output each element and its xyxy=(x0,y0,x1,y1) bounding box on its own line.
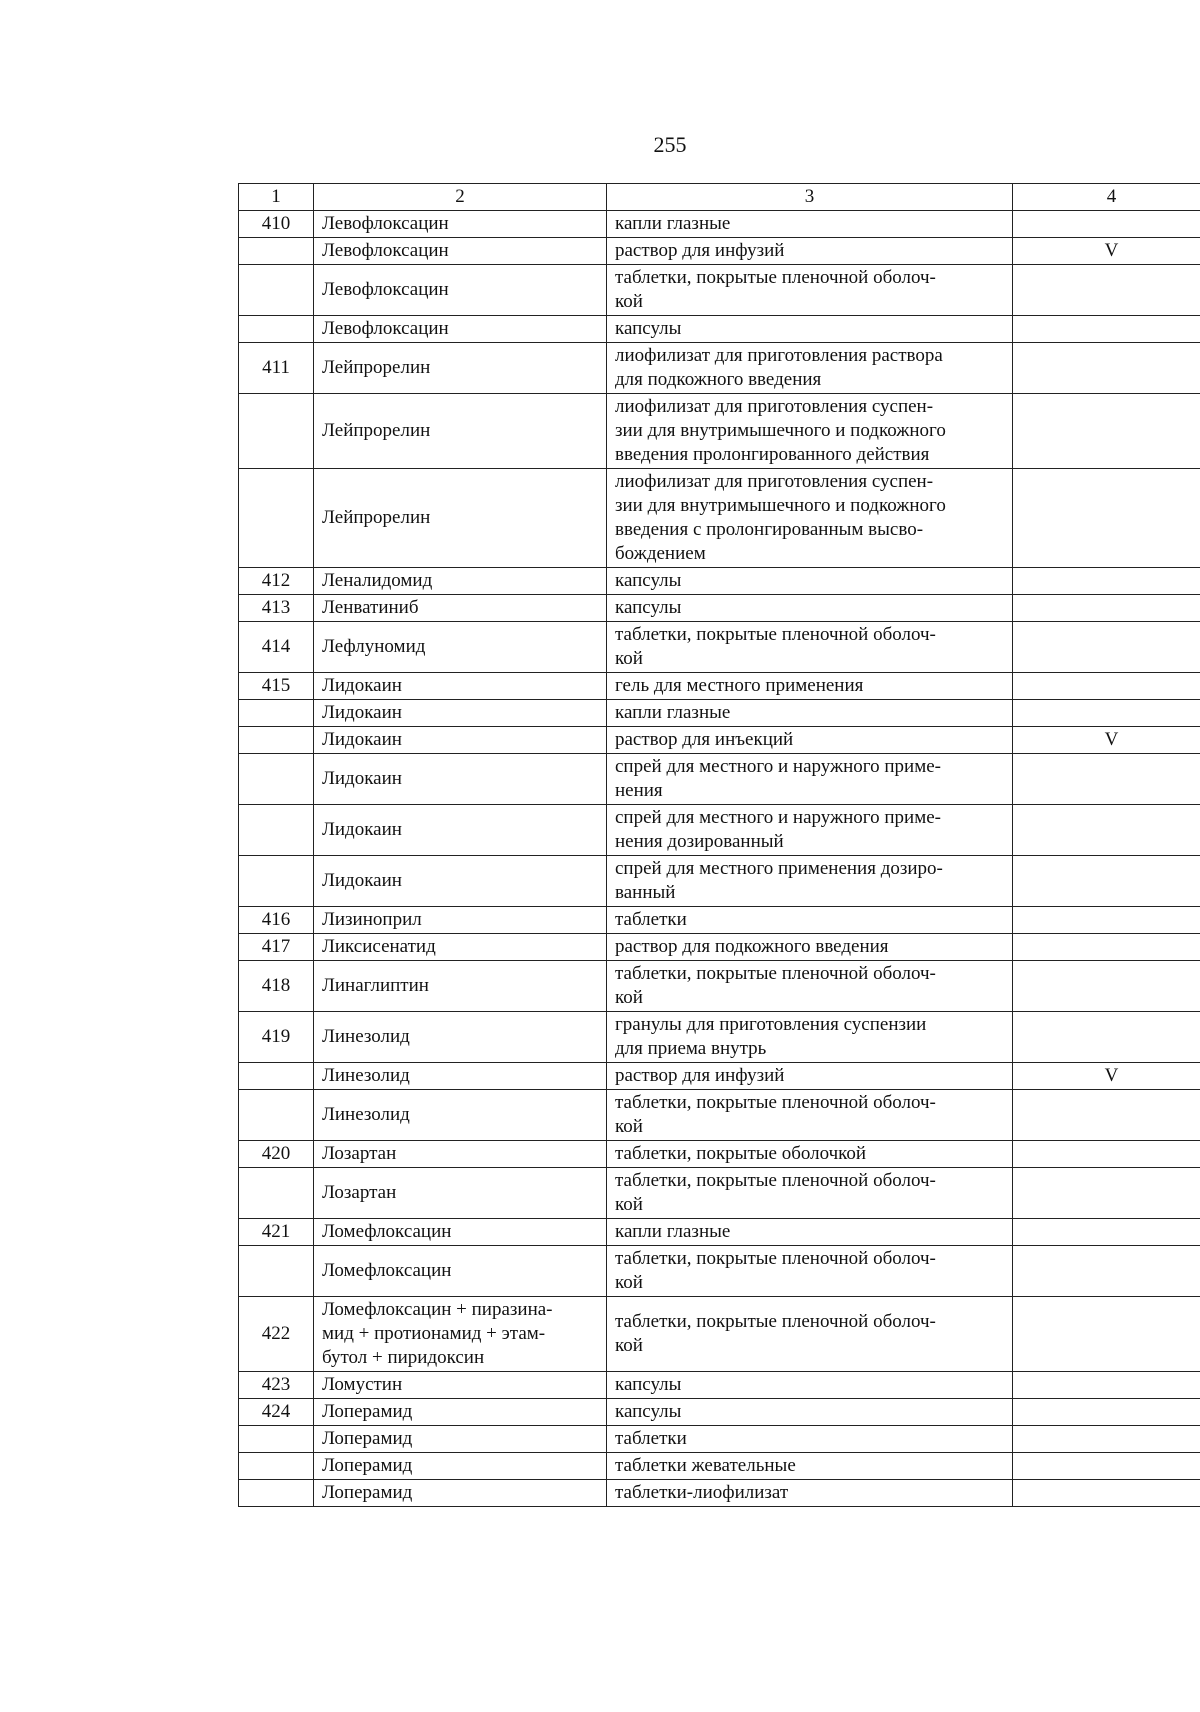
table-row xyxy=(239,805,1200,856)
dosage-form xyxy=(607,1297,1013,1372)
dosage-form xyxy=(607,1090,1013,1141)
table-row xyxy=(239,727,1200,754)
drug-name-line: Лефлуномид xyxy=(322,636,426,657)
dosage-form xyxy=(607,1141,1013,1168)
dosage-form-line: бождением xyxy=(615,543,706,564)
dosage-form xyxy=(607,700,1013,727)
dosage-form xyxy=(607,907,1013,934)
dosage-form-line: капсулы xyxy=(615,597,682,618)
dosage-form xyxy=(607,1012,1013,1063)
row-number xyxy=(239,700,314,727)
table-row xyxy=(239,1372,1200,1399)
table-row xyxy=(239,1453,1200,1480)
dosage-form xyxy=(607,856,1013,907)
table-row xyxy=(239,211,1200,238)
row-number: 422 xyxy=(239,1297,314,1372)
dosage-form xyxy=(607,316,1013,343)
mark-cell xyxy=(1013,1141,1200,1168)
dosage-form xyxy=(607,211,1013,238)
drug-name-line: Лидокаин xyxy=(322,729,402,750)
drug-name xyxy=(314,961,607,1012)
drug-name xyxy=(314,907,607,934)
header-col-2: 2 xyxy=(314,184,607,211)
dosage-form-line: зии для внутримышечного и подкожного xyxy=(615,420,946,441)
dosage-form-line: таблетки, покрытые оболочкой xyxy=(615,1143,867,1164)
row-number: 416 xyxy=(239,907,314,934)
drug-name-line: Лидокаин xyxy=(322,819,402,840)
drug-name xyxy=(314,394,607,469)
drug-name-line: Ломефлоксацин xyxy=(322,1260,452,1281)
drug-name xyxy=(314,1168,607,1219)
dosage-form-line: введения пролонгированного действия xyxy=(615,444,930,465)
drug-name-line: Лидокаин xyxy=(322,702,402,723)
dosage-form-line: кой xyxy=(615,1335,643,1356)
dosage-form-line: таблетки, покрытые пленочной оболоч- xyxy=(615,1248,936,1269)
drug-name xyxy=(314,1372,607,1399)
row-number xyxy=(239,1426,314,1453)
dosage-form xyxy=(607,1168,1013,1219)
dosage-form-line: спрей для местного и наружного приме- xyxy=(615,756,941,777)
header-col-1: 1 xyxy=(239,184,314,211)
dosage-form xyxy=(607,1246,1013,1297)
mark-cell xyxy=(1013,469,1200,568)
drug-name xyxy=(314,1141,607,1168)
table-row xyxy=(239,961,1200,1012)
dosage-form-line: капсулы xyxy=(615,318,682,339)
header-col-3: 3 xyxy=(607,184,1013,211)
mark-cell xyxy=(1013,961,1200,1012)
table-row xyxy=(239,1297,1200,1372)
drug-name-line: Лоперамид xyxy=(322,1455,413,1476)
drug-name-line: Ломустин xyxy=(322,1374,403,1395)
table-row xyxy=(239,1012,1200,1063)
mark-cell xyxy=(1013,622,1200,673)
row-number: 418 xyxy=(239,961,314,1012)
mark-cell xyxy=(1013,1426,1200,1453)
dosage-form-line: лиофилизат для приготовления суспен- xyxy=(615,471,934,492)
table-row xyxy=(239,316,1200,343)
dosage-form-line: капли глазные xyxy=(615,1221,731,1242)
table-row xyxy=(239,265,1200,316)
table-row xyxy=(239,238,1200,265)
row-number xyxy=(239,856,314,907)
dosage-form-line: таблетки xyxy=(615,1428,687,1449)
dosage-form xyxy=(607,1453,1013,1480)
table-body xyxy=(239,184,1200,1507)
mark-cell xyxy=(1013,754,1200,805)
drug-name xyxy=(314,568,607,595)
mark-cell xyxy=(1013,1297,1200,1372)
dosage-form-line: кой xyxy=(615,291,643,312)
dosage-form-line: спрей для местного применения дозиро- xyxy=(615,858,943,879)
row-number xyxy=(239,754,314,805)
dosage-form xyxy=(607,1372,1013,1399)
table-row xyxy=(239,1090,1200,1141)
row-number xyxy=(239,1168,314,1219)
drug-table xyxy=(238,183,1200,1507)
dosage-form-line: капсулы xyxy=(615,1374,682,1395)
mark-cell xyxy=(1013,1012,1200,1063)
mark-cell xyxy=(1013,700,1200,727)
dosage-form xyxy=(607,343,1013,394)
drug-name xyxy=(314,856,607,907)
mark-cell: V xyxy=(1013,1063,1200,1090)
table-row xyxy=(239,907,1200,934)
row-number xyxy=(239,394,314,469)
table-row xyxy=(239,1063,1200,1090)
header-col-4: 4 xyxy=(1013,184,1200,211)
table-row xyxy=(239,1480,1200,1507)
drug-name-line: Левофлоксацин xyxy=(322,240,449,261)
dosage-form-line: таблетки, покрытые пленочной оболоч- xyxy=(615,1170,936,1191)
dosage-form xyxy=(607,1426,1013,1453)
drug-name-line: Лозартан xyxy=(322,1182,397,1203)
mark-cell xyxy=(1013,1246,1200,1297)
table-row xyxy=(239,595,1200,622)
table-row xyxy=(239,673,1200,700)
drug-name xyxy=(314,805,607,856)
drug-name-line: Лизиноприл xyxy=(322,909,422,930)
dosage-form xyxy=(607,1063,1013,1090)
dosage-form-line: таблетки, покрытые пленочной оболоч- xyxy=(615,624,936,645)
table-row xyxy=(239,568,1200,595)
drug-name xyxy=(314,316,607,343)
mark-cell xyxy=(1013,265,1200,316)
drug-name-line: Лидокаин xyxy=(322,870,402,891)
dosage-form-line: кой xyxy=(615,1116,643,1137)
drug-name-line: Ломефлоксацин xyxy=(322,1221,452,1242)
drug-name-line: Лоперамид xyxy=(322,1482,413,1503)
mark-cell xyxy=(1013,1399,1200,1426)
row-number: 420 xyxy=(239,1141,314,1168)
mark-cell xyxy=(1013,1372,1200,1399)
dosage-form xyxy=(607,622,1013,673)
row-number xyxy=(239,1480,314,1507)
row-number: 411 xyxy=(239,343,314,394)
drug-name xyxy=(314,595,607,622)
table-row xyxy=(239,469,1200,568)
drug-name xyxy=(314,1480,607,1507)
row-number: 417 xyxy=(239,934,314,961)
row-number xyxy=(239,1063,314,1090)
mark-cell: V xyxy=(1013,238,1200,265)
mark-cell: V xyxy=(1013,727,1200,754)
mark-cell xyxy=(1013,805,1200,856)
row-number: 413 xyxy=(239,595,314,622)
mark-cell xyxy=(1013,1219,1200,1246)
row-number xyxy=(239,1453,314,1480)
row-number xyxy=(239,1090,314,1141)
dosage-form-line: таблетки xyxy=(615,909,687,930)
dosage-form xyxy=(607,805,1013,856)
row-number: 414 xyxy=(239,622,314,673)
drug-name-line: Лозартан xyxy=(322,1143,397,1164)
dosage-form-line: кой xyxy=(615,648,643,669)
dosage-form-line: раствор для инфузий xyxy=(615,240,785,261)
drug-name xyxy=(314,469,607,568)
row-number: 412 xyxy=(239,568,314,595)
mark-cell xyxy=(1013,934,1200,961)
drug-name xyxy=(314,1012,607,1063)
dosage-form-line: введения с пролонгированным высво- xyxy=(615,519,924,540)
dosage-form-line: раствор для инъекций xyxy=(615,729,794,750)
table-row xyxy=(239,1246,1200,1297)
table-row xyxy=(239,754,1200,805)
mark-cell xyxy=(1013,907,1200,934)
drug-name-line: Линезолид xyxy=(322,1104,410,1125)
drug-name xyxy=(314,1297,607,1372)
row-number xyxy=(239,805,314,856)
drug-name-line: Лоперамид xyxy=(322,1428,413,1449)
drug-name-line: Линезолид xyxy=(322,1026,410,1047)
dosage-form-line: гранулы для приготовления суспензии xyxy=(615,1014,927,1035)
drug-name xyxy=(314,1090,607,1141)
dosage-form xyxy=(607,595,1013,622)
dosage-form-line: кой xyxy=(615,1272,643,1293)
drug-name-line: Левофлоксацин xyxy=(322,279,449,300)
row-number: 421 xyxy=(239,1219,314,1246)
row-number xyxy=(239,238,314,265)
table-row xyxy=(239,1219,1200,1246)
dosage-form xyxy=(607,1399,1013,1426)
dosage-form-line: капли глазные xyxy=(615,213,731,234)
drug-name xyxy=(314,1246,607,1297)
dosage-form-line: таблетки-лиофилизат xyxy=(615,1482,789,1503)
drug-name xyxy=(314,1453,607,1480)
dosage-form-line: лиофилизат для приготовления раствора xyxy=(615,345,943,366)
dosage-form-line: таблетки, покрытые пленочной оболоч- xyxy=(615,1311,936,1332)
dosage-form xyxy=(607,1219,1013,1246)
dosage-form-line: кой xyxy=(615,987,643,1008)
dosage-form xyxy=(607,961,1013,1012)
dosage-form-line: спрей для местного и наружного приме- xyxy=(615,807,941,828)
dosage-form-line: таблетки жевательные xyxy=(615,1455,796,1476)
dosage-form-line: нения xyxy=(615,780,663,801)
row-number: 415 xyxy=(239,673,314,700)
dosage-form-line: таблетки, покрытые пленочной оболоч- xyxy=(615,1092,936,1113)
table-row xyxy=(239,1168,1200,1219)
dosage-form-line: кой xyxy=(615,1194,643,1215)
row-number xyxy=(239,265,314,316)
dosage-form xyxy=(607,754,1013,805)
mark-cell xyxy=(1013,316,1200,343)
drug-name-line: Ленватиниб xyxy=(322,597,419,618)
drug-name xyxy=(314,211,607,238)
dosage-form-line: для приема внутрь xyxy=(615,1038,767,1059)
mark-cell xyxy=(1013,673,1200,700)
row-number xyxy=(239,469,314,568)
row-number: 410 xyxy=(239,211,314,238)
drug-name-line: Лейпрорелин xyxy=(322,420,431,441)
table-row xyxy=(239,934,1200,961)
page-number: 255 xyxy=(653,132,687,157)
drug-name xyxy=(314,700,607,727)
dosage-form-line: раствор для инфузий xyxy=(615,1065,785,1086)
mark-cell xyxy=(1013,211,1200,238)
drug-name xyxy=(314,343,607,394)
drug-name-line: Лоперамид xyxy=(322,1401,413,1422)
drug-name-line: Ликсисенатид xyxy=(322,936,436,957)
drug-name-line: Линезолид xyxy=(322,1065,410,1086)
drug-name-line: Ломефлоксацин + пиразина- xyxy=(322,1299,553,1320)
mark-cell xyxy=(1013,856,1200,907)
dosage-form-line: капсулы xyxy=(615,570,682,591)
dosage-form-line: для подкожного введения xyxy=(615,369,822,390)
drug-name xyxy=(314,265,607,316)
dosage-form xyxy=(607,238,1013,265)
drug-name xyxy=(314,1219,607,1246)
row-number xyxy=(239,1246,314,1297)
drug-name-line: Левофлоксацин xyxy=(322,318,449,339)
drug-name-line: Лейпрорелин xyxy=(322,507,431,528)
drug-name xyxy=(314,934,607,961)
drug-name xyxy=(314,622,607,673)
row-number: 424 xyxy=(239,1399,314,1426)
dosage-form-line: лиофилизат для приготовления суспен- xyxy=(615,396,934,417)
mark-cell xyxy=(1013,1453,1200,1480)
dosage-form-line: гель для местного применения xyxy=(615,675,864,696)
table-row xyxy=(239,394,1200,469)
table-row xyxy=(239,856,1200,907)
drug-name-line: Лейпрорелин xyxy=(322,357,431,378)
dosage-form-line: нения дозированный xyxy=(615,831,784,852)
row-number xyxy=(239,316,314,343)
drug-name xyxy=(314,673,607,700)
drug-name xyxy=(314,238,607,265)
drug-name xyxy=(314,1399,607,1426)
drug-name xyxy=(314,754,607,805)
drug-name-line: Лидокаин xyxy=(322,675,402,696)
drug-name-line: Леналидомид xyxy=(322,570,433,591)
mark-cell xyxy=(1013,343,1200,394)
dosage-form-line: капли глазные xyxy=(615,702,731,723)
table-row xyxy=(239,1141,1200,1168)
dosage-form-line: таблетки, покрытые пленочной оболоч- xyxy=(615,963,936,984)
table-row xyxy=(239,1399,1200,1426)
dosage-form xyxy=(607,673,1013,700)
drug-name xyxy=(314,1063,607,1090)
mark-cell xyxy=(1013,1168,1200,1219)
drug-name xyxy=(314,1426,607,1453)
mark-cell xyxy=(1013,1480,1200,1507)
table-row xyxy=(239,1426,1200,1453)
drug-name-line: Линаглиптин xyxy=(322,975,429,996)
drug-name-line: мид + протионамид + этам- xyxy=(322,1323,546,1344)
dosage-form-line: раствор для подкожного введения xyxy=(615,936,889,957)
dosage-form-line: таблетки, покрытые пленочной оболоч- xyxy=(615,267,936,288)
table-row xyxy=(239,622,1200,673)
dosage-form xyxy=(607,469,1013,568)
dosage-form-line: зии для внутримышечного и подкожного xyxy=(615,495,946,516)
table-row xyxy=(239,343,1200,394)
mark-cell xyxy=(1013,568,1200,595)
dosage-form xyxy=(607,568,1013,595)
drug-name-line: Левофлоксацин xyxy=(322,213,449,234)
dosage-form xyxy=(607,394,1013,469)
row-number: 423 xyxy=(239,1372,314,1399)
drug-name-line: Лидокаин xyxy=(322,768,402,789)
dosage-form xyxy=(607,1480,1013,1507)
table-row xyxy=(239,700,1200,727)
drug-name-line: бутол + пиридоксин xyxy=(322,1347,485,1368)
mark-cell xyxy=(1013,595,1200,622)
row-number xyxy=(239,727,314,754)
mark-cell xyxy=(1013,394,1200,469)
dosage-form xyxy=(607,934,1013,961)
dosage-form xyxy=(607,265,1013,316)
dosage-form-line: ванный xyxy=(615,882,676,903)
dosage-form xyxy=(607,727,1013,754)
row-number: 419 xyxy=(239,1012,314,1063)
header-row xyxy=(239,184,1200,211)
mark-cell xyxy=(1013,1090,1200,1141)
dosage-form-line: капсулы xyxy=(615,1401,682,1422)
drug-name xyxy=(314,727,607,754)
